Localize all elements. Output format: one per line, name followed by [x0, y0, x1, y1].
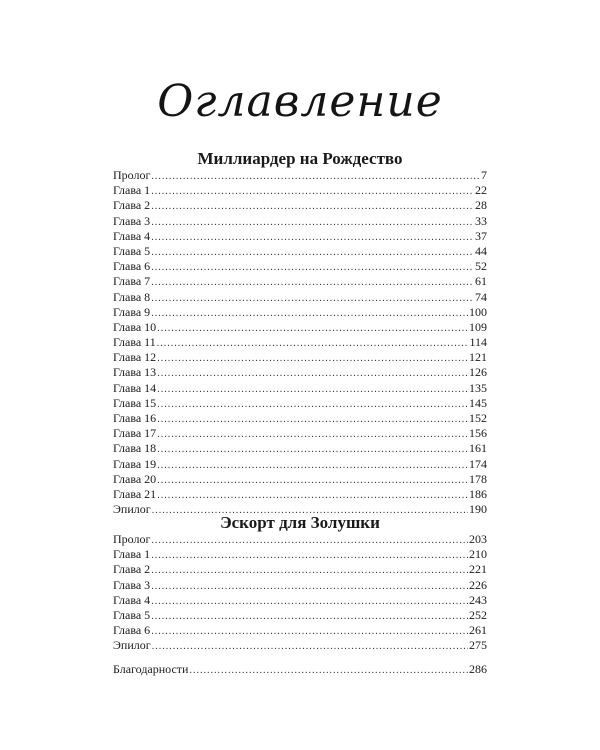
toc-entry: [113, 623, 487, 638]
toc-entry-page-number: 275: [469, 638, 487, 653]
toc-entry-page-number: 203: [469, 532, 487, 546]
toc-entry-label: Глава 8: [113, 289, 151, 304]
toc-entry: [113, 381, 487, 396]
toc-entry-label: Глава 11: [113, 335, 156, 350]
page-title: Оглавление: [157, 76, 443, 127]
dot-leader: [151, 306, 468, 321]
toc-entry: [113, 183, 487, 198]
toc-entry-page-number: 114: [469, 335, 487, 350]
toc-entry-page-number: 135: [469, 380, 487, 395]
toc-entry: [113, 320, 487, 335]
toc-entry-page-number: 243: [469, 592, 487, 607]
dot-leader: [157, 488, 468, 503]
toc-entry-page-number: 22: [475, 183, 487, 198]
dot-leader: [151, 609, 468, 624]
toc-entry-label: Глава 13: [113, 365, 157, 380]
dot-leader: [151, 215, 474, 230]
toc-entry-label: Глава 3: [113, 213, 151, 228]
toc-entry-page-number: 74: [475, 289, 487, 304]
toc-entry-label: Эпилог: [113, 502, 151, 517]
dot-leader: [151, 230, 474, 245]
toc-entry: [113, 532, 487, 547]
toc-entry-label: Глава 4: [113, 228, 151, 243]
dot-leader: [157, 473, 468, 488]
toc-entry: [113, 365, 487, 380]
toc-entry-page-number: 174: [469, 456, 487, 471]
toc-entry-label: Эпилог: [113, 638, 151, 653]
toc-entry-label: Глава 17: [113, 426, 157, 441]
toc-entry-page-number: 7: [481, 168, 487, 182]
toc-entry: [113, 274, 487, 289]
toc-entry-label: Глава 7: [113, 274, 151, 289]
toc-entry-page-number: 178: [469, 471, 487, 486]
toc-entry: [113, 350, 487, 365]
toc-entry-page-number: 100: [469, 304, 487, 319]
toc-entry-label: Глава 12: [113, 350, 157, 365]
toc-entry-label: Глава 19: [113, 456, 157, 471]
dot-leader: [157, 321, 468, 336]
toc-entry-label: Глава 20: [113, 471, 157, 486]
toc-entry-page-number: 161: [469, 441, 487, 456]
toc-entry-page-number: 190: [469, 502, 487, 517]
toc-entry-label: Глава 1: [113, 183, 151, 198]
toc-entry: [113, 487, 487, 502]
toc-entry: [113, 259, 487, 274]
dot-leader: [151, 291, 474, 306]
toc-entry-label: Глава 21: [113, 486, 157, 501]
dot-leader: [151, 199, 474, 214]
toc-entry: [113, 562, 487, 577]
toc-entry: [113, 244, 487, 259]
dot-leader: [151, 563, 468, 578]
toc-entry-label: Глава 2: [113, 198, 151, 213]
toc-entry-label: Глава 16: [113, 411, 157, 425]
toc-entry-page-number: 210: [469, 547, 487, 562]
toc-entry-label: Глава 14: [113, 380, 157, 395]
toc-entry-page-number: 109: [469, 319, 487, 334]
dot-leader: [151, 579, 468, 594]
dot-leader: [157, 412, 468, 427]
dot-leader: [157, 351, 468, 366]
toc-entry-page-number: 37: [475, 228, 487, 243]
toc-entry: [113, 290, 487, 305]
toc-entry: [113, 411, 487, 426]
toc-entry-label: Глава 6: [113, 623, 151, 638]
toc-entry-label: Глава 10: [113, 319, 157, 334]
toc-list-section-1: [113, 168, 487, 517]
dot-leader: [151, 548, 468, 563]
toc-entry-page-number: 261: [469, 623, 487, 638]
toc-entry-label: Глава 15: [113, 395, 157, 410]
toc-entry: [113, 441, 487, 456]
dot-leader: [151, 169, 480, 184]
toc-entry-page-number: 152: [469, 411, 487, 425]
dot-leader: [151, 624, 468, 639]
dot-leader: [157, 442, 468, 457]
dot-leader: [189, 663, 468, 678]
dot-leader: [151, 260, 474, 275]
toc-entry: [113, 168, 487, 183]
toc-entry-label: Пролог: [113, 168, 151, 182]
toc-entry: [113, 305, 487, 320]
toc-entry-page-number: 186: [469, 486, 487, 501]
dot-leader: [157, 336, 469, 351]
toc-entry-page-number: 145: [469, 395, 487, 410]
toc-entry-page-number: 121: [469, 350, 487, 365]
toc-entry-page-number: 28: [475, 198, 487, 213]
toc-entry-label: Благодарности: [113, 662, 189, 676]
toc-list-section-2: [113, 532, 487, 654]
dot-leader: [151, 184, 474, 199]
dot-leader: [152, 639, 468, 654]
toc-entry-label: Пролог: [113, 532, 151, 546]
toc-entry-label: Глава 1: [113, 547, 151, 562]
toc-entry: [113, 214, 487, 229]
toc-entry: [113, 472, 487, 487]
toc-entry: [113, 578, 487, 593]
toc-entry: [113, 457, 487, 472]
toc-entry: [113, 426, 487, 441]
dot-leader: [157, 427, 468, 442]
section-heading-1: Миллиардер на Рождество: [197, 149, 403, 168]
toc-entry: [113, 593, 487, 608]
toc-entry-page-number: 52: [475, 259, 487, 274]
toc-entry-label: Глава 9: [113, 304, 151, 319]
toc-entry-page-number: 44: [475, 243, 487, 258]
toc-entry: [113, 638, 487, 653]
toc-entry-page-number: 33: [475, 213, 487, 228]
toc-entry-page-number: 286: [469, 662, 487, 676]
toc-entry: [113, 198, 487, 213]
dot-leader: [157, 366, 468, 381]
toc-list-extra: [113, 662, 487, 677]
toc-entry: [113, 335, 487, 350]
toc-entry-page-number: 156: [469, 426, 487, 441]
toc-entry: [113, 396, 487, 411]
dot-leader: [157, 382, 468, 397]
dot-leader: [157, 397, 468, 412]
toc-entry-label: Глава 4: [113, 592, 151, 607]
dot-leader: [151, 533, 468, 548]
section-heading-2: Эскорт для Золушки: [220, 513, 380, 532]
toc-entry-label: Глава 18: [113, 441, 157, 456]
toc-entry: [113, 662, 487, 677]
toc-entry-page-number: 126: [469, 365, 487, 380]
toc-entry-label: Глава 6: [113, 259, 151, 274]
toc-entry-page-number: 252: [469, 607, 487, 622]
dot-leader: [151, 594, 468, 609]
toc-entry-page-number: 226: [469, 577, 487, 592]
toc-entry: [113, 608, 487, 623]
toc-entry: [113, 229, 487, 244]
toc-entry-label: Глава 2: [113, 562, 151, 577]
toc-entry-page-number: 221: [469, 562, 487, 577]
toc-entry-label: Глава 3: [113, 577, 151, 592]
toc-entry: [113, 547, 487, 562]
toc-entry-page-number: 61: [475, 274, 487, 289]
dot-leader: [151, 245, 474, 260]
dot-leader: [151, 275, 474, 290]
toc-entry-label: Глава 5: [113, 243, 151, 258]
dot-leader: [157, 458, 468, 473]
toc-entry-label: Глава 5: [113, 607, 151, 622]
